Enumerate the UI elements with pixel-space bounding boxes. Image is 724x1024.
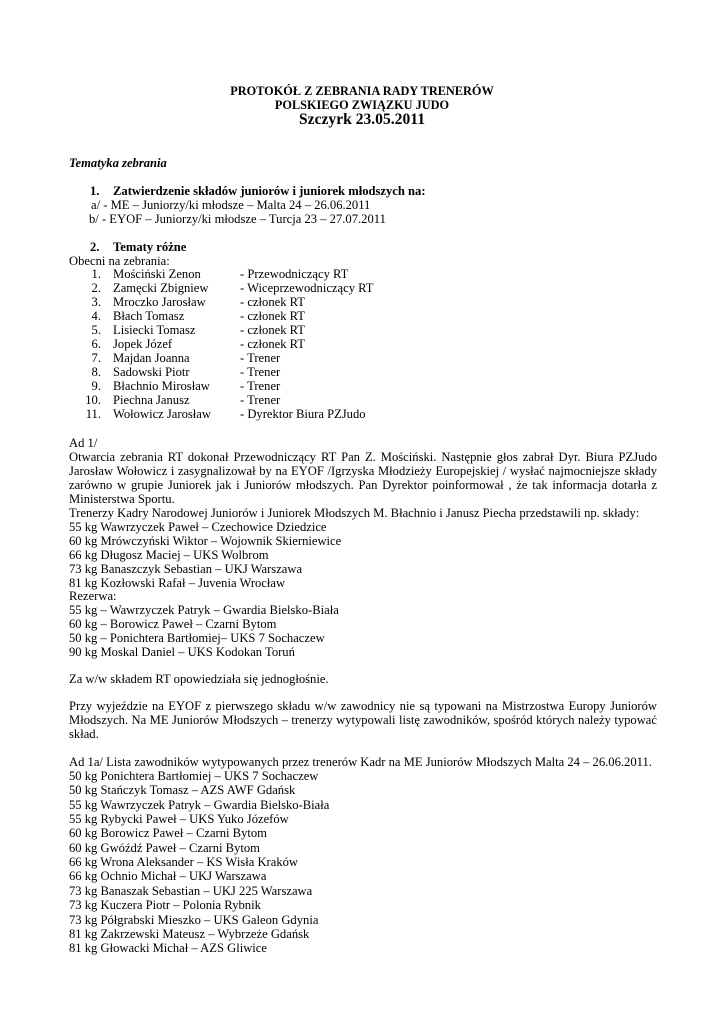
topic-1-number: 1. [90, 184, 100, 198]
ad1a-entry: 73 kg Banaszak Sebastian – UKJ 225 Warszawa [69, 883, 313, 898]
attendee-number: 11. [85, 407, 101, 421]
squad-entry: 66 kg Długosz Maciej – UKS Wolbrom [69, 548, 269, 562]
note-paragraph-line: Młodszych. Na ME Juniorów Młodszych – trenerzy wytypowali listę zawodników, spośród których należy typować [69, 713, 657, 727]
attendee-number: 9. [91, 379, 101, 393]
attendee-number: 6. [91, 337, 101, 351]
ad1-paragraph-line: Jarosław Wołowicz i zasygnalizował by na EYOF /Igrzyska Młodzieży Europejskiej / wysłać najmocniejsze składy [69, 464, 657, 478]
title-line-2: POLSKIEGO ZWIĄZKU JUDO [274, 98, 450, 112]
title-date: Szczyrk 23.05.2011 [298, 111, 426, 128]
attendee-role: - Trener [240, 393, 281, 407]
note-paragraph-line: skład. [69, 727, 99, 741]
attendee-name: Mroczko Jarosław [113, 295, 206, 309]
ad1a-heading: Ad 1a/ Lista zawodników wytypowanych przez trenerów Kadr na ME Juniorów Młodszych Malta 24 – 26.06.2011. [69, 755, 652, 769]
attendee-role: - Dyrektor Biura PZJudo [240, 407, 366, 421]
attendee-number: 3. [91, 295, 101, 309]
attendee-role: - członek RT [240, 323, 305, 337]
topic-2-number: 2. [90, 240, 100, 254]
attendee-number: 10. [85, 393, 101, 407]
attendance-label: Obecni na zebrania: [69, 254, 170, 268]
attendee-role: - Trener [240, 365, 281, 379]
attendee-name: Wołowicz Jarosław [113, 407, 211, 421]
ad1a-entry: 50 kg Stańczyk Tomasz – AZS AWF Gdańsk [69, 783, 296, 798]
topics-heading: Tematyka zebrania [69, 156, 167, 170]
attendee-name: Piechna Janusz [113, 393, 190, 407]
title-line-1: PROTOKÓŁ Z ZEBRANIA RADY TRENERÓW [230, 84, 494, 98]
ad1a-entry: 81 kg Głowacki Michał – AZS Gliwice [69, 941, 267, 956]
attendee-name: Jopek Józef [113, 337, 173, 351]
ad1a-entry: 73 kg Kuczera Piotr – Polonia Rybnik [69, 898, 261, 913]
attendee-name: Sadowski Piotr [113, 365, 190, 379]
attendee-role: - Trener [240, 351, 281, 365]
squad-entry: 81 kg Kozłowski Rafał – Juvenia Wrocław [69, 576, 286, 590]
vote-statement: Za w/w składem RT opowiedziała się jednogłośnie. [69, 672, 329, 686]
ad1-label: Ad 1/ [69, 436, 98, 450]
ad1a-entry: 66 kg Ochnio Michał – UKJ Warszawa [69, 869, 267, 884]
attendee-number: 1. [91, 267, 101, 281]
note-paragraph [69, 699, 657, 741]
attendee-number: 8. [91, 365, 101, 379]
ad1-paragraph [69, 450, 657, 506]
ad1a-entry: 60 kg Gwóźdź Paweł – Czarni Bytom [69, 840, 260, 855]
ad1a-entry: 55 kg Rybycki Paweł – UKS Yuko Józefów [69, 812, 289, 827]
attendee-name: Błachnio Mirosław [113, 379, 210, 393]
ad1-paragraph-line: zarówno w grupie Juniorek jak i Juniorów młodszych. Pan Dyrektor poinformował , że tak informacja dotarła z [69, 478, 657, 492]
topic-1-item-a: a/ - ME – Juniorzy/ki młodsze – Malta 24 – 26.06.2011 [91, 198, 371, 212]
reserve-entry: 55 kg – Wawrzyczek Patryk – Gwardia Bielsko-Biała [69, 603, 339, 617]
attendee-number: 2. [91, 281, 101, 295]
ad1a-entry: 55 kg Wawrzyczek Patryk – Gwardia Bielsko-Biała [69, 797, 330, 812]
topic-1-item-b: b/ - EYOF – Juniorzy/ki młodsze – Turcja 23 – 27.07.2011 [89, 212, 386, 226]
ad1-paragraph-line: Otwarcia zebrania RT dokonał Przewodniczący RT Pan Z. Mościński. Następnie głos zabrał Dyr. Biura PZJudo [69, 450, 657, 464]
attendee-number: 7. [91, 351, 101, 365]
attendee-name: Zamęcki Zbigniew [113, 281, 209, 295]
topic-2-title: Tematy różne [113, 240, 187, 254]
attendee-role: - Trener [240, 379, 281, 393]
squad-entry: 55 kg Wawrzyczek Paweł – Czechowice Dziedzice [69, 520, 327, 534]
attendee-name: Mościński Zenon [113, 267, 201, 281]
ad1a-entry: 73 kg Półgrabski Mieszko – UKS Galeon Gdynia [69, 912, 319, 927]
note-paragraph-line: Przy wyjeździe na EYOF z pierwszego składu w/w zawodnicy nie są typowani na Mistrzostwa Europy Juniorów [69, 699, 657, 713]
attendee-number: 4. [91, 309, 101, 323]
reserve-entry: 60 kg – Borowicz Paweł – Czarni Bytom [69, 617, 277, 631]
reserve-label: Rezerwa: [69, 589, 117, 603]
reserve-entry: 90 kg Moskal Daniel – UKS Kodokan Toruń [69, 645, 295, 659]
squad-entry: 73 kg Banaszczyk Sebastian – UKJ Warszawa [69, 562, 303, 576]
ad1a-entry: 50 kg Ponichtera Bartłomiej – UKS 7 Sochaczew [69, 769, 319, 783]
attendee-role: - członek RT [240, 295, 305, 309]
ad1a-entry: 66 kg Wrona Aleksander – KS Wisła Kraków [69, 855, 299, 870]
attendee-role: - Wiceprzewodniczący RT [240, 281, 374, 295]
attendee-role: - członek RT [240, 309, 305, 323]
ad1a-entry: 60 kg Borowicz Paweł – Czarni Bytom [69, 826, 267, 841]
attendee-name: Lisiecki Tomasz [113, 323, 196, 337]
squad-entry: 60 kg Mrówczyński Wiktor – Wojownik Skierniewice [69, 534, 342, 548]
attendee-name: Majdan Joanna [113, 351, 190, 365]
attendee-number: 5. [91, 323, 101, 337]
topic-1-title: Zatwierdzenie składów juniorów i juniorek młodszych na: [113, 184, 426, 198]
reserve-entry: 50 kg – Ponichtera Bartłomiej– UKS 7 Sochaczew [69, 631, 325, 645]
coaches-line: Trenerzy Kadry Narodowej Juniorów i Juniorek Młodszych M. Błachnio i Janusz Piecha przedstawili np. składy: [69, 506, 640, 520]
ad1-paragraph-line: Ministerstwa Sportu. [69, 492, 175, 506]
attendee-role: - członek RT [240, 337, 305, 351]
attendee-role: - Przewodniczący RT [240, 267, 349, 281]
attendee-name: Błach Tomasz [113, 309, 185, 323]
ad1a-entry: 81 kg Zakrzewski Mateusz – Wybrzeże Gdańsk [69, 926, 310, 941]
